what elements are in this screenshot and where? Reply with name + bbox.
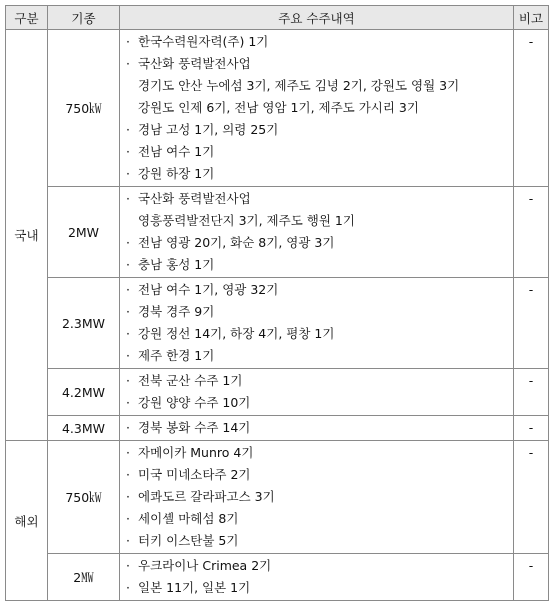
bullet-icon: ·: [126, 235, 130, 250]
header-category: 구분: [6, 6, 48, 30]
order-line: [126, 188, 513, 210]
header-row: [6, 6, 549, 30]
category-cell-overseas: 해외: [6, 441, 48, 601]
bullet-icon: ·: [126, 395, 130, 410]
order-line: [126, 232, 513, 254]
header-main-orders: 주요 수주내역: [120, 6, 514, 30]
order-text: 경북 봉화 수주 14기: [138, 420, 251, 435]
order-line: [126, 508, 513, 530]
table-row: [6, 278, 549, 369]
remarks-cell: -: [514, 30, 549, 187]
bullet-icon: ·: [126, 445, 130, 460]
order-text: 세이셸 마헤섬 8기: [138, 511, 239, 526]
bullet-icon: ·: [126, 257, 130, 272]
model-cell: 750㎾: [48, 30, 120, 187]
bullet-icon: ·: [126, 144, 130, 159]
model-cell: 2.3MW: [48, 278, 120, 369]
order-text: 자메이카 Munro 4기: [138, 445, 254, 460]
order-line: [126, 210, 513, 232]
bullet-icon: ·: [126, 348, 130, 363]
order-line: [126, 577, 513, 599]
bullet-icon: ·: [126, 166, 130, 181]
table-row: [6, 30, 549, 187]
order-line: [126, 323, 513, 345]
table-row: [6, 416, 549, 441]
order-text: 전남 여수 1기, 영광 32기: [138, 282, 279, 297]
model-cell: 750㎾: [48, 441, 120, 554]
order-text: 강원도 인제 6기, 전남 영암 1기, 제주도 가시리 3기: [138, 100, 419, 115]
order-history-table: [5, 5, 549, 601]
bullet-icon: ·: [126, 34, 130, 49]
model-cell: 2㎿: [48, 554, 120, 601]
bullet-icon: ·: [126, 420, 130, 435]
model-cell: 2MW: [48, 187, 120, 278]
category-cell-domestic: 국내: [6, 30, 48, 441]
order-text: 전남 여수 1기: [138, 144, 215, 159]
order-text: 전남 영광 20기, 화순 8기, 영광 3기: [138, 235, 335, 250]
order-line: [126, 530, 513, 552]
order-line: [126, 97, 513, 119]
order-text: 전북 군산 수주 1기: [138, 373, 243, 388]
remarks-cell: -: [514, 187, 549, 278]
bullet-icon: ·: [126, 122, 130, 137]
bullet-icon: ·: [126, 282, 130, 297]
orders-cell: [120, 187, 514, 278]
orders-cell: [120, 278, 514, 369]
bullet-icon: ·: [126, 580, 130, 595]
order-text: 충남 홍성 1기: [138, 257, 215, 272]
orders-cell: [120, 416, 514, 441]
header-remarks: 비고: [514, 6, 549, 30]
order-line: [126, 75, 513, 97]
bullet-icon: ·: [126, 326, 130, 341]
order-line: [126, 163, 513, 185]
table-row: [6, 369, 549, 416]
order-text: 경북 경주 9기: [138, 304, 215, 319]
order-text: 일본 11기, 일본 1기: [138, 580, 251, 595]
order-text: 강원 하장 1기: [138, 166, 215, 181]
table-row: [6, 441, 549, 554]
order-text: 한국수력원자력(주) 1기: [138, 34, 269, 49]
remarks-cell: -: [514, 416, 549, 441]
order-line: [126, 31, 513, 53]
order-text: 미국 미네소타주 2기: [138, 467, 251, 482]
order-text: 강원 정선 14기, 하장 4기, 평창 1기: [138, 326, 335, 341]
order-line: [126, 345, 513, 367]
order-line: [126, 301, 513, 323]
order-line: [126, 119, 513, 141]
remarks-cell: -: [514, 554, 549, 601]
order-line: [126, 370, 513, 392]
order-line: [126, 417, 513, 439]
order-text: 강원 양양 수주 10기: [138, 395, 251, 410]
order-line: [126, 464, 513, 486]
header-model: 기종: [48, 6, 120, 30]
order-text: 터키 이스탄불 5기: [138, 533, 239, 548]
bullet-icon: ·: [126, 56, 130, 71]
order-line: [126, 442, 513, 464]
order-text: 국산화 풍력발전사업: [138, 191, 251, 206]
model-cell: 4.2MW: [48, 369, 120, 416]
order-line: [126, 141, 513, 163]
order-text: 영흥풍력발전단지 3기, 제주도 행원 1기: [138, 213, 355, 228]
orders-cell: [120, 30, 514, 187]
orders-cell: [120, 441, 514, 554]
remarks-cell: -: [514, 441, 549, 554]
order-line: [126, 53, 513, 75]
order-text: 에콰도르 갈라파고스 3기: [138, 489, 275, 504]
table-row: [6, 187, 549, 278]
order-text: 제주 한경 1기: [138, 348, 215, 363]
order-line: [126, 254, 513, 276]
bullet-icon: ·: [126, 467, 130, 482]
order-text: 국산화 풍력발전사업: [138, 56, 251, 71]
order-line: [126, 555, 513, 577]
order-text: 경남 고성 1기, 의령 25기: [138, 122, 279, 137]
order-text: 우크라이나 Crimea 2기: [138, 558, 272, 573]
bullet-icon: ·: [126, 191, 130, 206]
table-row: [6, 554, 549, 601]
order-line: [126, 279, 513, 301]
bullet-icon: ·: [126, 533, 130, 548]
bullet-icon: ·: [126, 558, 130, 573]
order-line: [126, 486, 513, 508]
bullet-icon: ·: [126, 304, 130, 319]
order-line: [126, 392, 513, 414]
bullet-icon: ·: [126, 511, 130, 526]
remarks-cell: -: [514, 369, 549, 416]
bullet-icon: ·: [126, 489, 130, 504]
model-cell: 4.3MW: [48, 416, 120, 441]
remarks-cell: -: [514, 278, 549, 369]
bullet-icon: ·: [126, 373, 130, 388]
orders-cell: [120, 554, 514, 601]
orders-cell: [120, 369, 514, 416]
order-text: 경기도 안산 누에섬 3기, 제주도 김녕 2기, 강원도 영월 3기: [138, 78, 460, 93]
